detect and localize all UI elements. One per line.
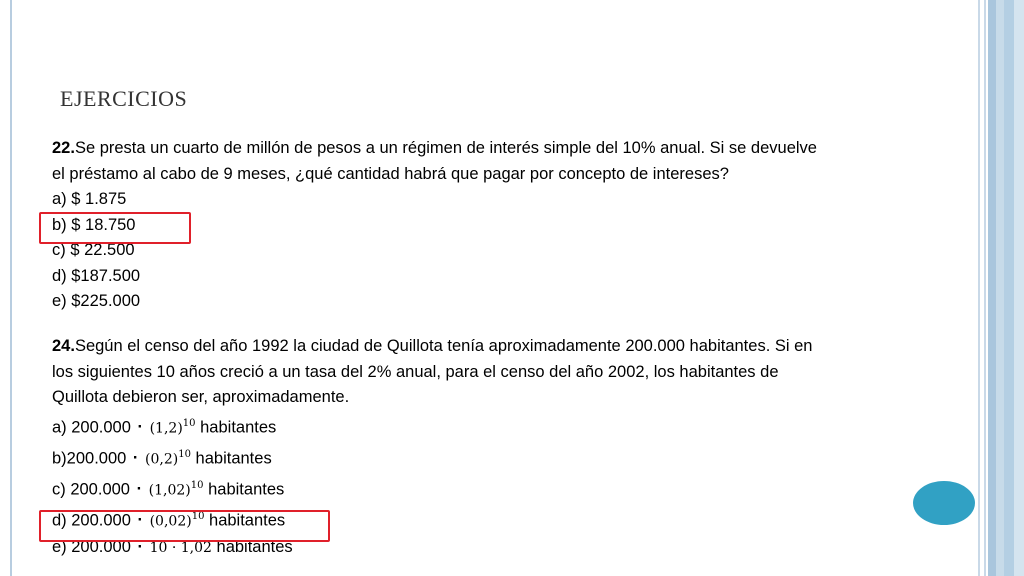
option-c: c) $ 22.500 xyxy=(52,241,135,259)
option-e: e) 200.000 · 10 · 1,02 habitantes xyxy=(52,537,293,556)
question-22-line-1: 22.Se presta un cuarto de millón de pesos a un régimen de interés simple del 10% anual. Si se devuelve xyxy=(52,139,817,157)
option-c: c) $200.000 \cdot (1,02)^{10}$ habitantes xyxy=(52,479,285,498)
question-number: 22. xyxy=(52,139,75,157)
option-a: a) $ 1.875 xyxy=(52,190,127,208)
option-d: d) $187.500 xyxy=(52,266,141,285)
answer-highlight-box xyxy=(39,212,191,244)
slide-right-decoration xyxy=(978,0,1024,576)
question-number: 24. xyxy=(52,337,75,355)
question-24-line-1: 24.Según el censo del año 1992 la ciudad de Quillota tenía aproximadamente 200.000 habitantes. Si en xyxy=(52,337,813,355)
math-expression: (0,2) xyxy=(145,451,179,467)
math-expression: (0,02) xyxy=(149,513,192,529)
option-d: d) $200.000 \cdot (0,02)^{10}$ habitantes xyxy=(52,510,286,529)
slide-nav-circle-button[interactable] xyxy=(913,481,975,525)
math-expression: 10 · 1,02 xyxy=(149,539,212,556)
slide-left-border xyxy=(10,0,12,576)
math-expression: (1,2) xyxy=(149,420,183,436)
option-b: $b)200.000 \cdot (0,2)^{10}$ habitantes xyxy=(52,448,272,467)
question-24-line-3: Quillota debieron ser, aproximadamente. xyxy=(52,388,350,406)
question-24-line-2: los siguientes 10 años creció a un tasa del 2% anual, para el censo del año 2002, los habitantes de xyxy=(52,362,779,381)
math-expression: (1,02) xyxy=(148,482,191,498)
option-e: e) $225.000 xyxy=(52,292,141,310)
slide-title: EJERCICIOS xyxy=(60,86,188,111)
answer-highlight-box xyxy=(39,510,330,542)
option-a: a) $200.000 \cdot (1,2)^{10}$ habitantes xyxy=(52,417,277,436)
question-22-line-2: el préstamo al cabo de 9 meses, ¿qué cantidad habrá que pagar por concepto de intereses? xyxy=(52,164,729,183)
option-b: b) $ 18.750 xyxy=(52,215,136,234)
